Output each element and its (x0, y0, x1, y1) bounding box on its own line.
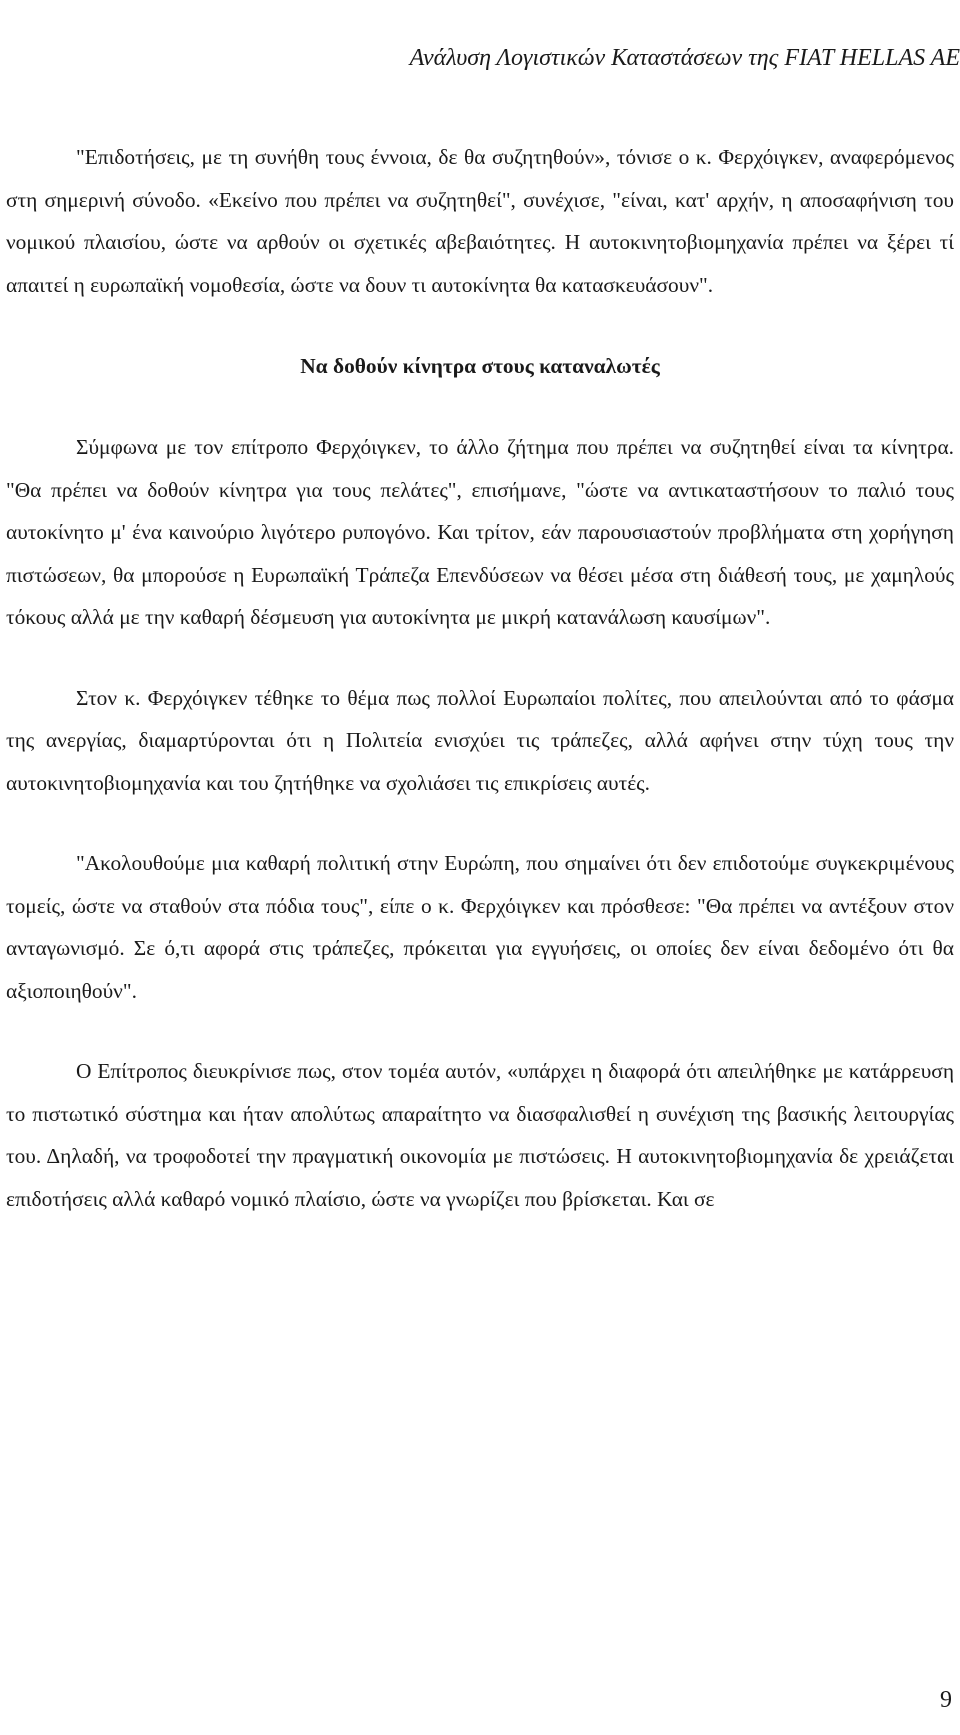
page-number: 9 (940, 1687, 952, 1713)
section-subheading: Να δοθούν κίνητρα στους καταναλωτές (300, 354, 660, 378)
paragraph-4: "Ακολουθούμε μια καθαρή πολιτική στην Ευρώπη, που σημαίνει ότι δεν επιδοτούμε συγκεκριμένους τομείς, ώστε να σταθούν στα πόδια τους", είπε ο κ. Φερχόιγκεν και πρόσθεσε: "Θα πρέπει να αντέξουν στον ανταγωνισμό. Σε ό,τι αφορά στις τράπεζες, πρόκειται για εγγυήσεις, οι οποίες δεν είναι δεδομένο ότι θα αξιοποιηθούν". (6, 851, 954, 1003)
paragraph-1: "Επιδοτήσεις, με τη συνήθη τους έννοια, δε θα συζητηθούν», τόνισε ο κ. Φερχόιγκεν, αναφερόμενος στη σημερινή σύνοδο. «Εκείνο που πρέπει να συζητηθεί", συνέχισε, "είναι, κατ' αρχήν, η αποσαφήνιση του νομικού πλαισίου, ώστε να αρθούν οι σχετικές αβεβαιότητες. Η αυτοκινητοβιομηχανία πρέπει να ξέρει τί απαιτεί η ευρωπαϊκή νομοθεσία, ώστε να δουν τι αυτοκίνητα θα κατασκευάσουν". (6, 145, 954, 297)
document-body (6, 136, 954, 1220)
paragraph-3: Στον κ. Φερχόιγκεν τέθηκε το θέμα πως πολλοί Ευρωπαίοι πολίτες, που απειλούνται από το φάσμα της ανεργίας, διαμαρτύρονται ότι η Πολιτεία ενισχύει τις τράπεζες, αλλά αφήνει στην τύχη τους την αυτοκινητοβιομηχανία και του ζητήθηκε να σχολιάσει τις επικρίσεις αυτές. (6, 685, 954, 795)
paragraph-2: Σύμφωνα με τον επίτροπο Φερχόιγκεν, το άλλο ζήτημα που πρέπει να συζητηθεί είναι τα κίνητρα. "Θα πρέπει να δοθούν κίνητρα για τους πελάτες", επισήμανε, "ώστε να αντικαταστήσουν το παλιό τους αυτοκίνητο μ' ένα καινούριο λιγότερο ρυπογόνο. Και τρίτον, εάν παρουσιαστούν προβλήματα στη χορήγηση πιστώσεων, θα μπορούσε η Ευρωπαϊκή Τράπεζα Επενδύσεων να θέσει μέσα στη διάθεσή τους, με χαμηλούς τόκους αλλά με την καθαρή δέσμευση για αυτοκίνητα με μικρή κατανάλωση καυσίμων". (6, 435, 954, 629)
paragraph-5: Ο Επίτροπος διευκρίνισε πως, στον τομέα αυτόν, «υπάρχει η διαφορά ότι απειλήθηκε με κατάρρευση το πιστωτικό σύστημα και ήταν απολύτως απαραίτητο να διασφαλισθεί η συνέχιση της βασικής λειτουργίας του. Δηλαδή, να τροφοδοτεί την πραγματική οικονομία με πιστώσεις. Η αυτοκινητοβιομηχανία δε χρειάζεται επιδοτήσεις αλλά καθαρό νομικό πλαίσιο, ώστε να γνωρίζει που βρίσκεται. Και σε (6, 1059, 954, 1211)
running-header: Ανάλυση Λογιστικών Καταστάσεων της FIAT HELLAS AE (409, 45, 960, 71)
